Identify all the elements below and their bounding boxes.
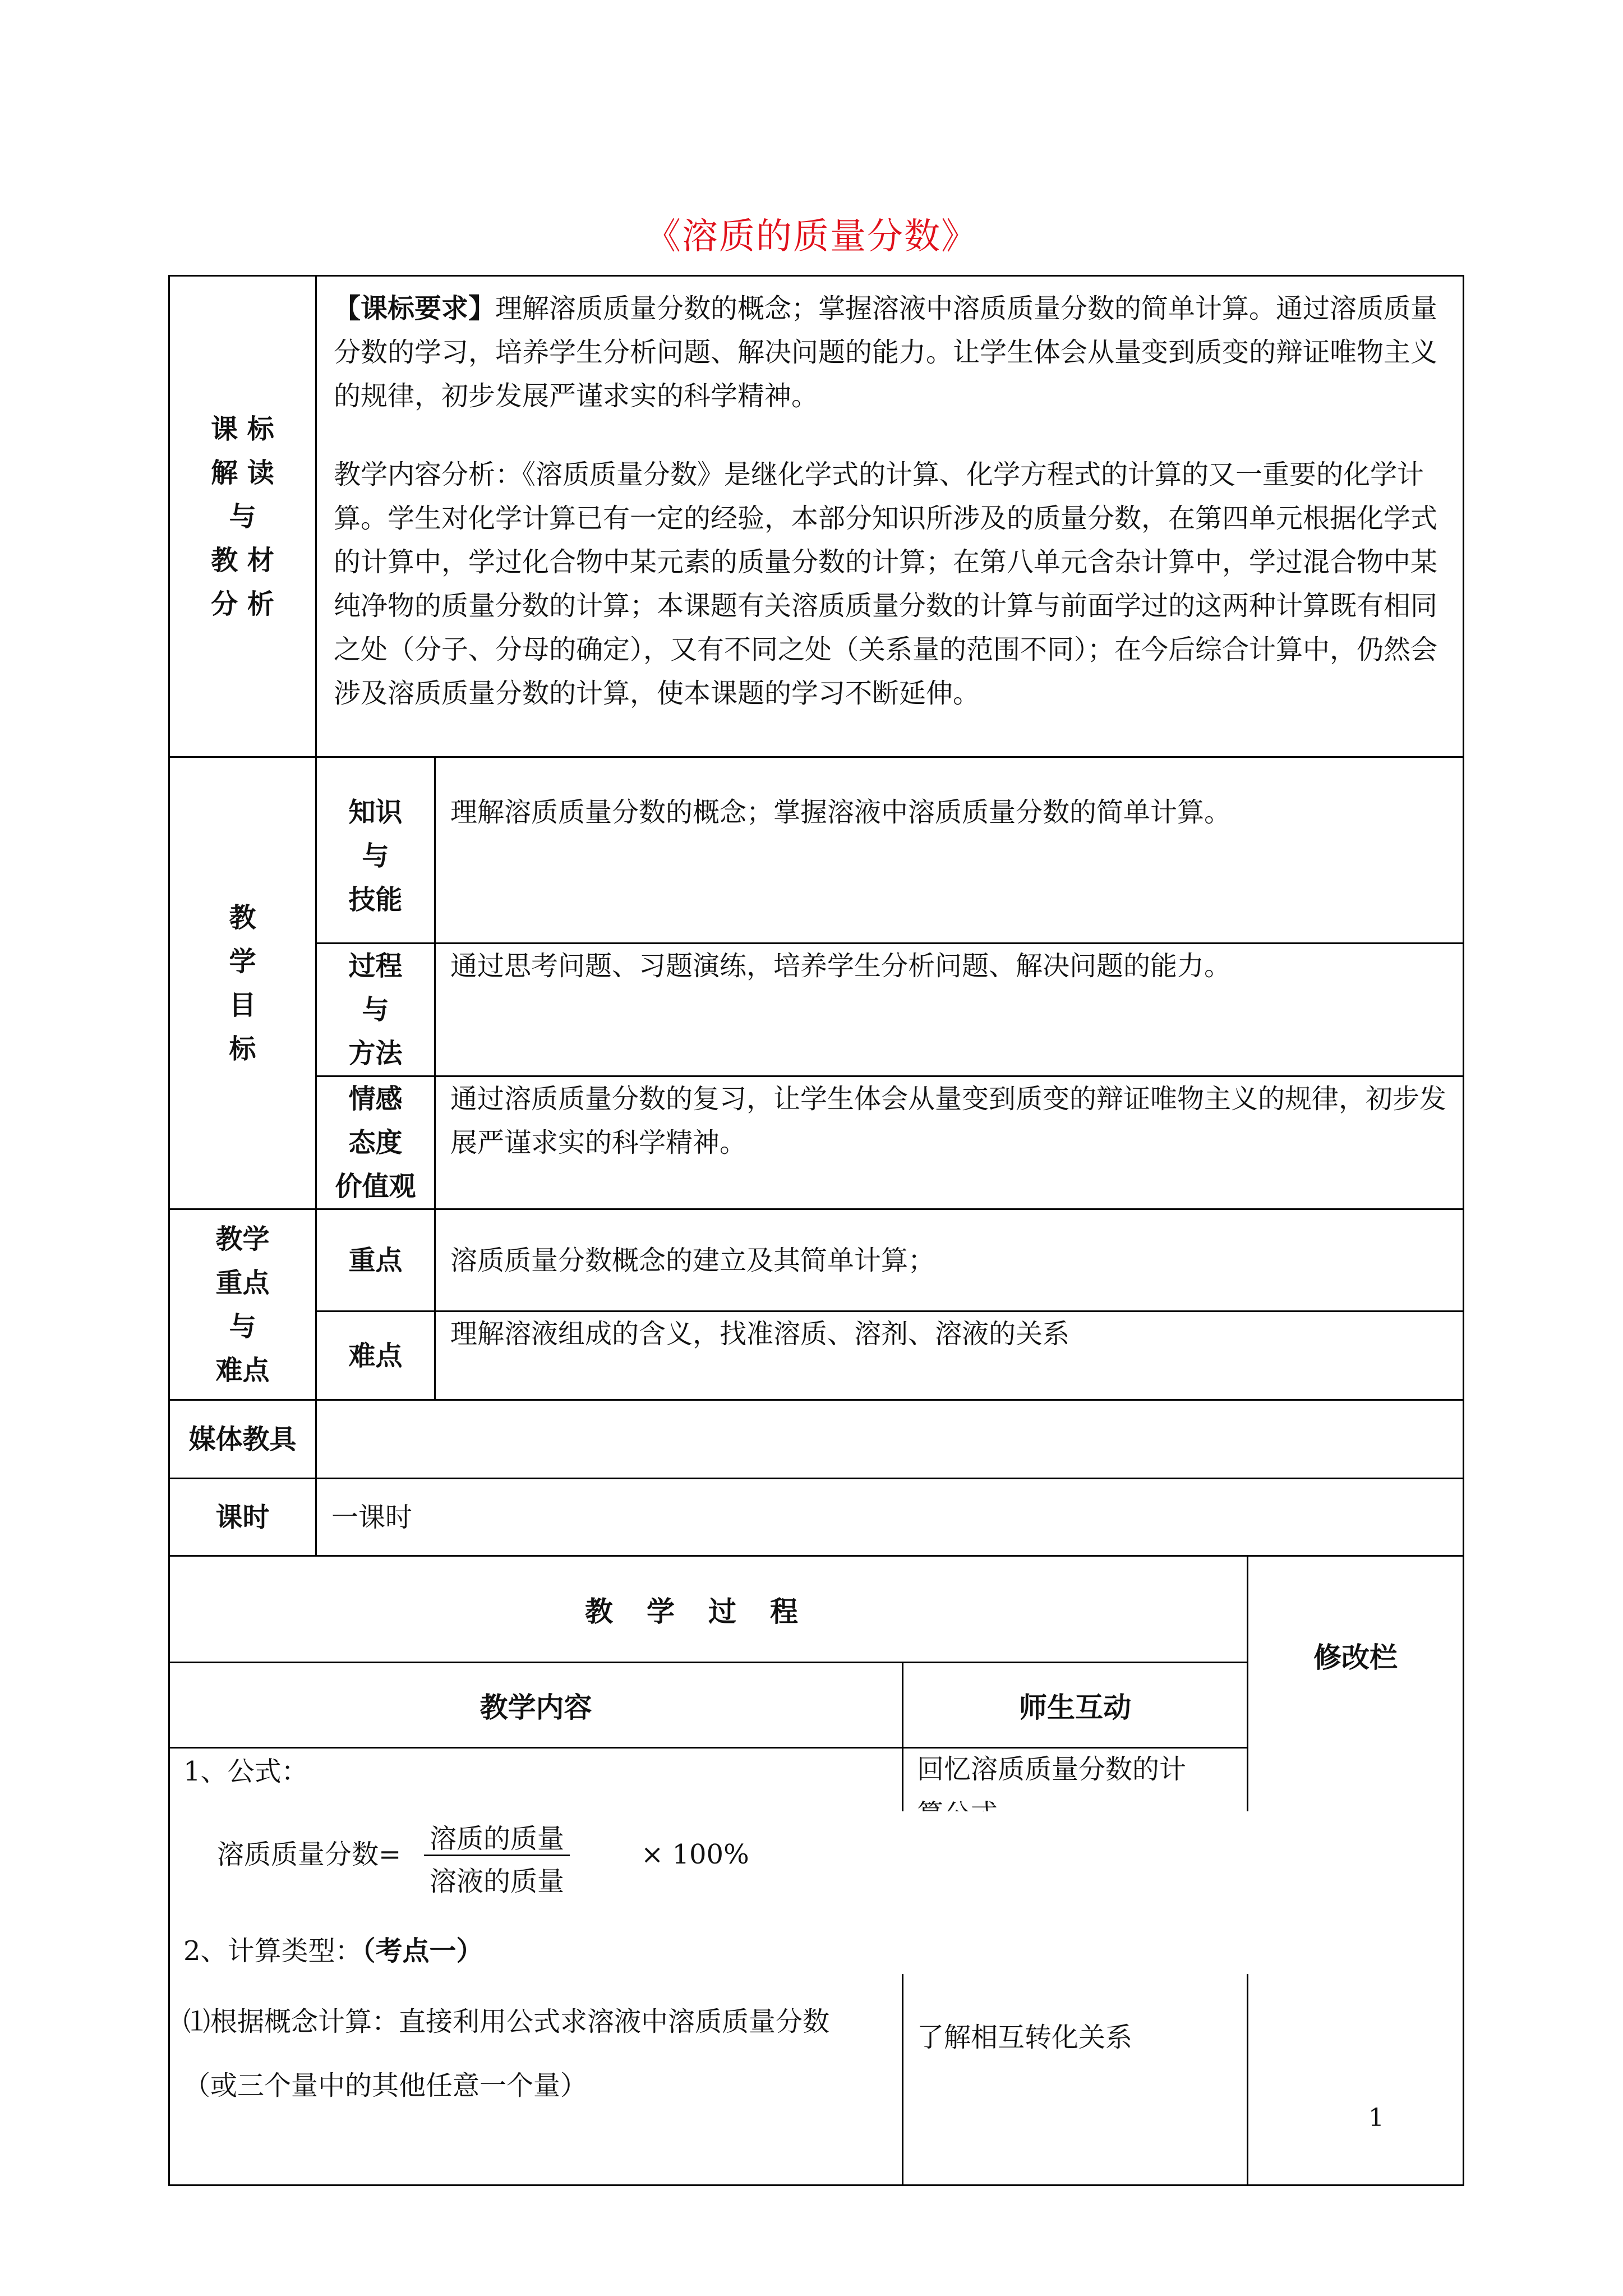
process-label: 过程 与 方法 [316,944,435,1076]
difficulty-label: 难点 [316,1312,435,1400]
formula-denominator: 溶液的质量 [429,1866,564,1897]
objectives-label: 教 学 目 标 [169,757,316,1209]
period-value: 一课时 [316,1479,1464,1556]
difficulty-text: 理解溶液组成的含义，找准溶质、溶剂、溶液的关系 [435,1312,1464,1400]
curriculum-label: 课 标 解 读 与 教 材 分 析 [169,276,316,757]
revision-column [1248,1556,1464,2185]
interaction-1-clipped [917,1792,998,1811]
interaction-column-label: 师生互动 [903,1663,1248,1748]
interaction-1-line1: 回忆溶质质量分数的计 [917,1754,1187,1785]
teaching-content-cell [169,1748,903,2185]
process-heading: 教学过程 [169,1556,1248,1663]
document-title: 《溶质的质量分数》 [645,216,978,257]
keypoints-label: 教学 重点 与 难点 [169,1209,316,1400]
page-number: 1 [1368,2104,1384,2132]
media-value [316,1400,1464,1479]
formula-factor: × 100% [641,1839,749,1870]
formula-numerator: 溶质的质量 [394,1817,600,1861]
difficulty-row [169,1312,1464,1400]
period-label: 课时 [169,1479,316,1556]
curriculum-requirement: 【课标要求】理解溶质质量分数的概念；掌握溶液中溶质质量分数的简单计算。通过溶质质量分数的学习，培养学生分析问题、解决问题的能力。让学生体会从量变到质变的辩证唯物主义的规律，初步发展严谨求实的科学精神。 [334,293,1438,412]
interaction-2: 了解相互转化关系 [917,2022,1133,2053]
lesson-plan-table [168,275,1464,2186]
knowledge-text: 理解溶质质量分数的概念；掌握溶液中溶质质量分数的简单计算。 [435,757,1464,944]
media-row [169,1400,1464,1479]
formula-heading: 1、公式： [183,1756,308,1787]
process-heading-row [169,1556,1464,1663]
objective-emotion-row [169,1076,1464,1209]
types-heading: 2、计算类型：（考点一） [183,1935,483,1967]
process-text: 通过思考问题、习题演练，培养学生分析问题、解决问题的能力。 [435,944,1464,1076]
content-analysis: 教学内容分析：《溶质质量分数》是继化学式的计算、化学方程式的计算的又一重要的化学计算。学生对化学计算已有一定的经验，本部分知识所涉及的质量分数，在第四单元根据化学式的计算中，学过化合物中某元素的质量分数的计算；在第八单元含杂计算中，学过混合物中某纯净物的质量分数的计算；本课题有关溶质质量分数的计算与前面学过的这两种计算既有相同之处（分子、分母的确定），又有不同之处（关系量的范围不同）；在今后综合计算中，仍然会涉及溶质质量分数的计算，使本课题的学习不断延伸。 [334,459,1438,709]
formula-lhs: 溶质质量分数= [217,1839,402,1870]
focus-row [169,1209,1464,1312]
type1-line1: ⑴根据概念计算：直接利用公式求溶液中溶质质量分数 [183,2006,830,2037]
curriculum-row [169,276,1464,757]
objective-knowledge-row [169,757,1464,944]
type1-line2: （或三个量中的其他任意一个量） [183,2070,588,2101]
curriculum-content [316,276,1464,757]
revision-label: 修改栏 [1313,1641,1398,1674]
focus-text: 溶质质量分数概念的建立及其简单计算； [435,1209,1464,1312]
emotion-label: 情感 态度 价值观 [316,1076,435,1209]
interaction-gap [902,1811,1248,1974]
media-label: 媒体教具 [169,1400,316,1479]
emotion-text: 通过溶质质量分数的复习，让学生体会从量变到质变的辩证唯物主义的规律，初步发展严谨求实的科学精神。 [435,1076,1464,1209]
focus-label: 重点 [316,1209,435,1312]
knowledge-label: 知识 与 技能 [316,757,435,944]
objective-process-row [169,944,1464,1076]
content-column-label: 教学内容 [169,1663,903,1748]
interaction-cell [903,1748,1248,2185]
period-row [169,1479,1464,1556]
